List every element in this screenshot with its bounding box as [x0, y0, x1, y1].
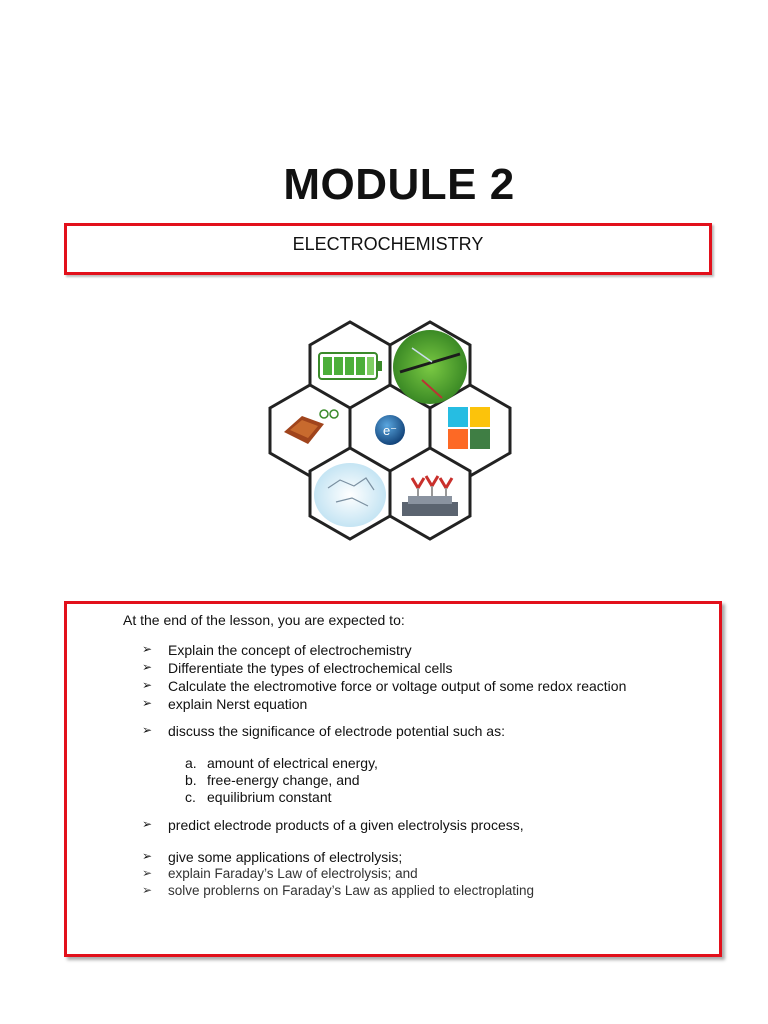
objective-item: ➢ explain Faraday’s Law of electrolysis; and [142, 866, 418, 881]
electron-icon [375, 415, 405, 445]
objective-item: ➢ explain Nerst equation [142, 696, 308, 712]
molecule-icon [314, 463, 386, 527]
svg-text:e⁻: e⁻ [382, 423, 398, 438]
objective-item: ➢ Explain the concept of electrochemistry [142, 642, 412, 658]
objective-item: ➢ predict electrode products of a given electrolysis process, [142, 817, 524, 833]
objective-item: ➢ give some applications of electrolysis; [142, 849, 403, 865]
arrow-bullet-icon: ➢ [142, 817, 153, 831]
objective-item: ➢ solve problerns on Faraday’s Law as applied to electroplating [142, 883, 534, 898]
hexagon-graphic [262, 310, 512, 555]
arrow-bullet-icon: ➢ [142, 849, 153, 863]
page-title: MODULE 2 [283, 160, 515, 209]
objectives-intro: At the end of the lesson, you are expected to: [123, 612, 405, 628]
arrow-bullet-icon: ➢ [142, 642, 153, 656]
objective-item: ➢ Calculate the electromotive force or voltage output of some redox reaction [142, 678, 627, 694]
sub-item: c. equilibrium constant [185, 789, 332, 805]
battery-icon [319, 353, 382, 379]
arrow-bullet-icon: ➢ [142, 696, 153, 710]
arrow-bullet-icon: ➢ [142, 678, 153, 692]
objective-item: ➢ discuss the significance of electrode potential such as: [142, 723, 505, 739]
circuit-icon [393, 330, 467, 404]
arrow-bullet-icon: ➢ [142, 660, 153, 674]
subtitle: ELECTROCHEMISTRY [292, 234, 484, 254]
subtitle-box [64, 223, 712, 275]
sub-item: a. amount of electrical energy, [185, 755, 378, 771]
objective-item: ➢ Differentiate the types of electrochemical cells [142, 660, 453, 676]
arrow-bullet-icon: ➢ [142, 883, 153, 897]
arrow-bullet-icon: ➢ [142, 866, 153, 880]
objectives-box [64, 601, 722, 957]
arrow-bullet-icon: ➢ [142, 723, 153, 737]
sub-item: b. free-energy change, and [185, 772, 360, 788]
